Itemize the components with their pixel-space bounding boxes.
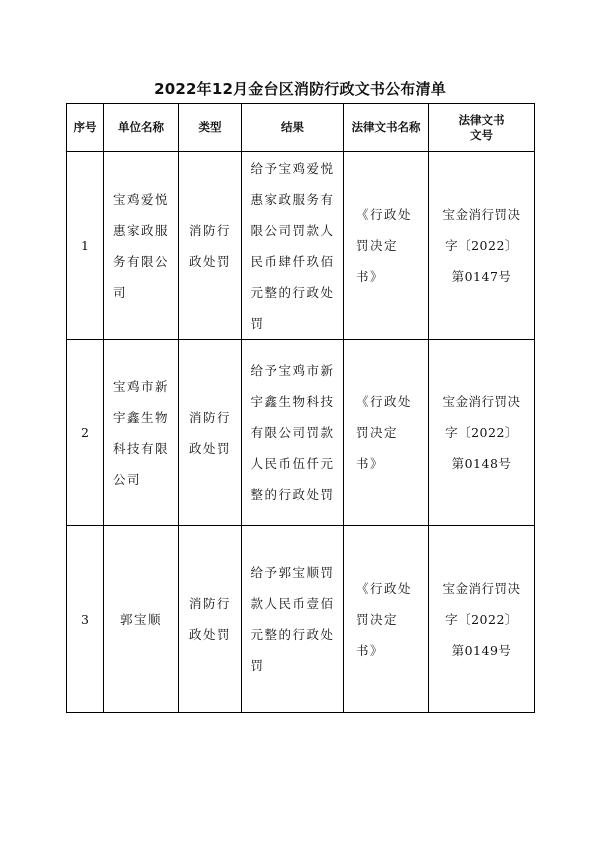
- row-result: 给予宝鸡市新宇鑫生物科技有限公司罚款人民币伍仟元整的行政处罚: [250, 363, 335, 502]
- table-row: [67, 526, 535, 713]
- header-type: 类型: [179, 104, 242, 152]
- penalty-table: [66, 103, 535, 713]
- row-type: 消防行政处罚: [189, 222, 232, 269]
- row-result-cell: [242, 152, 344, 340]
- row-seq: 1: [67, 152, 104, 340]
- row-unit-name: 郭宝顺: [119, 611, 162, 627]
- header-unit-name: 单位名称: [104, 104, 179, 152]
- row-seq: 2: [67, 340, 104, 526]
- row-doc-number-cell: [429, 152, 535, 340]
- row-type-cell: [179, 526, 242, 713]
- row-doc-name-cell: [344, 340, 429, 526]
- row-type-cell: [179, 152, 242, 340]
- row-doc-number-cell: [429, 526, 535, 713]
- row-unit-name: 宝鸡市新宇鑫生物科技有限公司: [113, 378, 170, 487]
- row-unit-name: 宝鸡爱悦惠家政服务有限公司: [113, 191, 170, 300]
- header-doc-number-line1: 法律文书: [458, 112, 505, 127]
- header-doc-number: [429, 104, 535, 152]
- row-type: 消防行政处罚: [189, 409, 232, 456]
- row-doc-name-cell: [344, 152, 429, 340]
- row-unit-name-cell: [104, 340, 179, 526]
- row-result: 给予郭宝顺罚款人民币壹佰元整的行政处罚: [250, 565, 335, 673]
- row-type: 消防行政处罚: [189, 596, 232, 642]
- row-type-cell: [179, 340, 242, 526]
- table-row: [67, 340, 535, 526]
- table-header-row: [67, 104, 535, 152]
- document-title: 2022年12月金台区消防行政文书公布清单: [154, 80, 446, 98]
- row-doc-number: 宝金消行罚决字〔2022〕第0149号: [442, 580, 521, 658]
- row-doc-name-cell: [344, 526, 429, 713]
- row-result: 给予宝鸡爱悦惠家政服务有限公司罚款人民币肆仟玖佰元整的行政处罚: [250, 160, 335, 331]
- row-seq: 3: [67, 526, 104, 713]
- header-doc-name: 法律文书名称: [344, 104, 429, 152]
- header-seq: 序号: [67, 104, 104, 152]
- row-doc-number: 宝金消行罚决字〔2022〕第0148号: [442, 394, 521, 471]
- row-doc-number: 宝金消行罚决字〔2022〕第0147号: [442, 207, 521, 284]
- row-doc-name: 《行政处罚决定书》: [356, 580, 413, 658]
- row-doc-name: 《行政处罚决定书》: [356, 207, 413, 284]
- row-unit-name-cell: [104, 152, 179, 340]
- row-result-cell: [242, 526, 344, 713]
- row-doc-name: 《行政处罚决定书》: [356, 394, 413, 471]
- table-row: [67, 152, 535, 340]
- row-doc-number-cell: [429, 340, 535, 526]
- header-doc-number-line2: 文号: [470, 127, 493, 142]
- row-unit-name-cell: [104, 526, 179, 713]
- header-result: 结果: [242, 104, 344, 152]
- row-result-cell: [242, 340, 344, 526]
